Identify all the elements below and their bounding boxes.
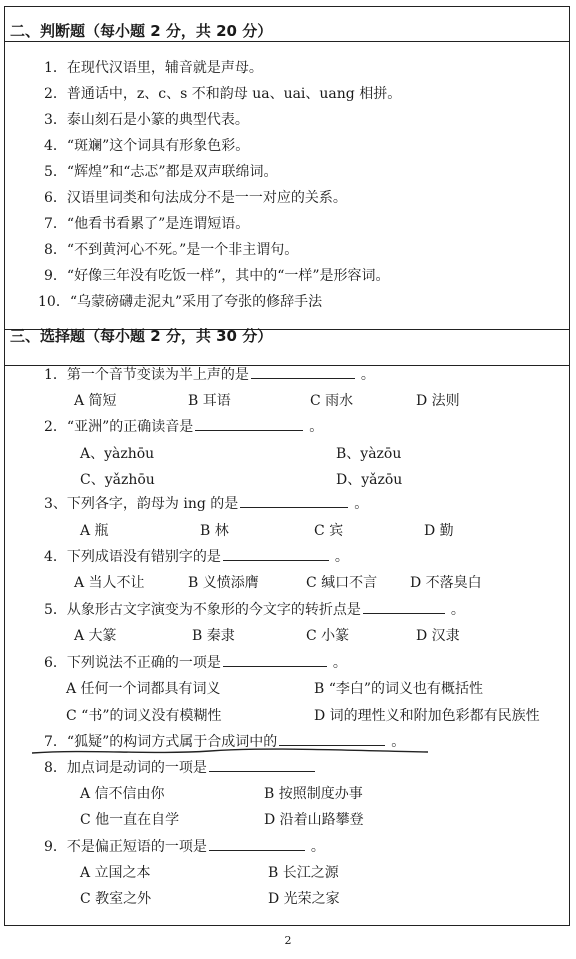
- option: B “李白”的词义也有概括性: [314, 681, 484, 697]
- question-stem: 5．从象形古文字演变为不象形的今文字的转折点是: [44, 602, 361, 618]
- handwritten-underline: [30, 746, 430, 756]
- option: B 耳语: [188, 393, 231, 409]
- answer-blank: [223, 548, 329, 561]
- choice-question: 9．不是偏正短语的一项是 。: [44, 839, 325, 855]
- option: A 立国之本: [80, 865, 151, 881]
- option: D 沿着山路攀登: [264, 812, 364, 828]
- option: A 任何一个词都具有词义: [66, 681, 221, 697]
- option: A 信不信由你: [80, 786, 165, 802]
- option: C、yǎzhōu: [80, 472, 155, 488]
- question-stem: 3、下列各字，韵母为 ing 的是: [44, 496, 239, 512]
- question-stem: 6．下列说法不正确的一项是: [44, 655, 221, 671]
- judge-item: 2．普通话中，z、c、s 不和韵母 ua、uai、uang 相拼。: [44, 86, 402, 102]
- divider: [5, 41, 569, 42]
- answer-blank: [209, 759, 315, 772]
- option: C 宾: [314, 523, 344, 539]
- option: D 光荣之家: [268, 891, 340, 907]
- option: C 缄口不言: [306, 575, 378, 591]
- option: A 大篆: [74, 628, 117, 644]
- judge-item: 3．泰山刻石是小篆的典型代表。: [44, 112, 249, 128]
- choice-question: 6．下列说法不正确的一项是 。: [44, 655, 347, 671]
- judge-item: 4．“斑斓”这个词具有形象色彩。: [44, 138, 250, 154]
- answer-blank: [240, 495, 348, 508]
- choice-question: 1．第一个音节变读为半上声的是 。: [44, 367, 375, 383]
- answer-blank: [363, 601, 445, 614]
- choice-question: 4．下列成语没有错别字的是 。: [44, 549, 349, 565]
- option: D 汉隶: [416, 628, 460, 644]
- choice-question: [44, 757, 321, 777]
- answer-blank: [209, 838, 305, 851]
- question-stem: 1．第一个音节变读为半上声的是: [44, 367, 249, 383]
- option: B 长江之源: [268, 865, 339, 881]
- answer-blank: [195, 418, 303, 431]
- option: D 勤: [424, 523, 454, 539]
- judge-item: 10．“乌蒙磅礴走泥丸”采用了夸张的修辞手法: [38, 294, 323, 310]
- option: A、yàzhōu: [80, 446, 155, 462]
- option: B 秦隶: [192, 628, 235, 644]
- option: C 教室之外: [80, 891, 152, 907]
- option: C “书”的词义没有模糊性: [66, 708, 222, 724]
- judge-item: 1．在现代汉语里，辅音就是声母。: [44, 60, 263, 76]
- option: C 他一直在自学: [80, 812, 180, 828]
- choice-question: 3、下列各字，韵母为 ing 的是 。: [44, 496, 369, 512]
- option: C 小篆: [306, 628, 350, 644]
- option: A 简短: [74, 393, 117, 409]
- option: B 义愤添膺: [188, 575, 259, 591]
- option: A 当人不让: [74, 575, 145, 591]
- question-stem: 9．不是偏正短语的一项是: [44, 839, 207, 855]
- question-stem: 2．“亚洲”的正确读音是: [44, 419, 194, 435]
- question-stem: 8．加点词是动词的一项是: [44, 760, 207, 776]
- option: B 按照制度办事: [264, 786, 363, 802]
- choice-question: 2．“亚洲”的正确读音是 。: [44, 419, 324, 435]
- judge-item: 5．“辉煌”和“忐忑”都是双声联绵词。: [44, 164, 278, 180]
- answer-blank: [251, 366, 355, 379]
- option: D 法则: [416, 393, 460, 409]
- option: D 词的理性义和附加色彩都有民族性: [314, 708, 540, 724]
- page-number: 2: [284, 934, 292, 947]
- judge-item: 9．“好像三年没有吃饭一样”，其中的“一样”是形容词。: [44, 268, 390, 284]
- option: C 雨水: [310, 393, 354, 409]
- section-3-title: 三、选择题（每小题 2 分，共 30 分）: [10, 327, 273, 345]
- judge-item: 6．汉语里词类和句法成分不是一一对应的关系。: [44, 190, 347, 206]
- question-stem: 7．“狐疑”的构词方式属于合成词中的: [44, 734, 278, 750]
- judge-item: 7．“他看书看累了”是连谓短语。: [44, 216, 250, 232]
- option: D 不落臭白: [410, 575, 482, 591]
- option: B 林: [200, 523, 229, 539]
- choice-question: 5．从象形古文字演变为不象形的今文字的转折点是 。: [44, 602, 465, 618]
- option: D、yǎzōu: [336, 472, 403, 488]
- option: A 瓶: [80, 523, 109, 539]
- choice-question: 7．“狐疑”的构词方式属于合成词中的 。: [44, 734, 406, 750]
- option: B、yàzōu: [336, 446, 402, 462]
- judge-item: 8．“不到黄河心不死。”是一个非主谓句。: [44, 242, 299, 258]
- answer-blank: [223, 654, 327, 667]
- section-2-title: 二、判断题（每小题 2 分，共 20 分）: [10, 22, 273, 40]
- answer-blank: [279, 733, 385, 746]
- question-stem: 4．下列成语没有错别字的是: [44, 549, 221, 565]
